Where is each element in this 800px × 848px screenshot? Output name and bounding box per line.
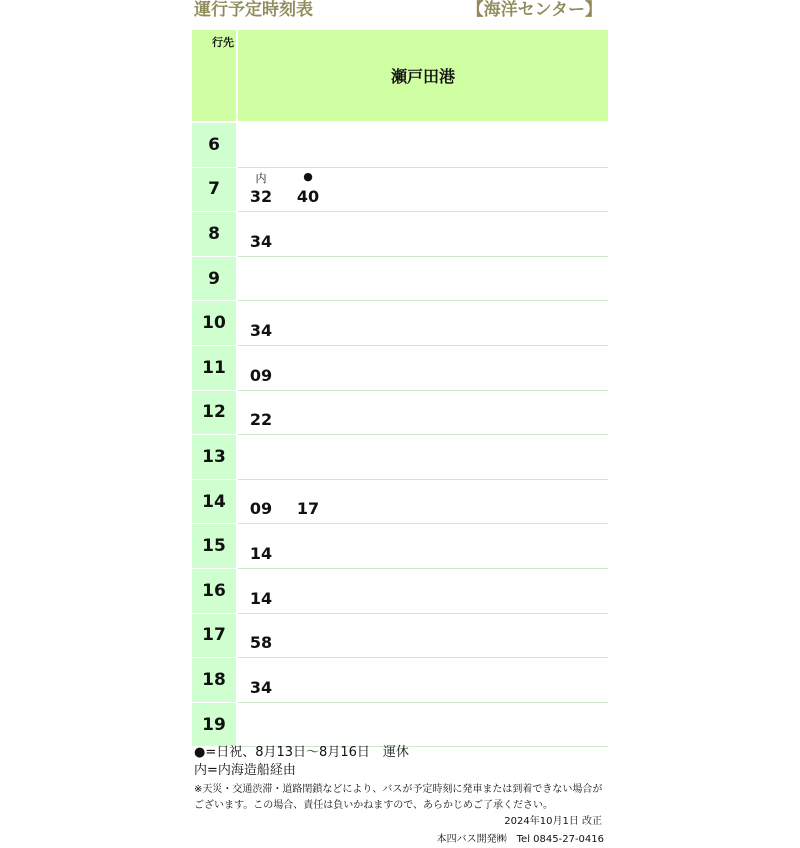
hour-cell: 7 bbox=[192, 168, 236, 213]
hour-header-cell bbox=[192, 30, 236, 121]
minutes-cell bbox=[238, 257, 608, 302]
notes bbox=[194, 744, 608, 848]
hour-cell: 15 bbox=[192, 524, 236, 569]
table-row bbox=[192, 703, 608, 748]
departure-minute: 22 bbox=[249, 410, 273, 430]
departure-minute: 32 bbox=[249, 187, 273, 207]
departure-minute: 58 bbox=[249, 633, 273, 653]
minutes-cell bbox=[238, 480, 608, 525]
disclaimer-note: ※天災・交通渋滞・道路閉鎖などにより、バスが予定時刻に発車または到着できない場合がございます。この場合、責任は負いかねますので、あらかじめご了承ください。 bbox=[194, 784, 603, 811]
timetable-rows bbox=[192, 123, 608, 747]
departure-minute: 17 bbox=[296, 499, 320, 519]
minutes-cell bbox=[238, 391, 608, 436]
minutes-cell bbox=[238, 658, 608, 703]
departure-minute: 14 bbox=[249, 543, 273, 563]
table-row bbox=[192, 435, 608, 480]
revision-date: 2024年10月1日 改正 bbox=[504, 816, 602, 827]
hour-cell: 11 bbox=[192, 346, 236, 391]
departure-minute: 09 bbox=[249, 499, 273, 519]
hour-cell: 13 bbox=[192, 435, 236, 480]
departure-minute: 34 bbox=[249, 320, 273, 340]
departure-mark: 内 bbox=[255, 171, 267, 185]
departure-minute: 09 bbox=[249, 365, 273, 385]
table-header bbox=[192, 30, 608, 121]
departure-minute: 34 bbox=[249, 231, 273, 251]
holiday-note: ●=日祝、8月13日～8月16日 運休 bbox=[194, 745, 409, 760]
via-note: 内=内海造船経由 bbox=[194, 763, 296, 778]
hour-cell: 6 bbox=[192, 123, 236, 168]
minutes-cell bbox=[238, 123, 608, 168]
hour-cell: 12 bbox=[192, 391, 236, 436]
minutes-cell bbox=[238, 569, 608, 614]
table-row bbox=[192, 257, 608, 302]
hour-cell: 19 bbox=[192, 703, 236, 748]
table-row bbox=[192, 346, 608, 391]
minutes-cell bbox=[238, 346, 608, 391]
minutes-cell bbox=[238, 168, 608, 213]
timetable bbox=[192, 30, 608, 747]
table-row bbox=[192, 123, 608, 168]
hour-cell: 10 bbox=[192, 301, 236, 346]
hour-cell: 14 bbox=[192, 480, 236, 525]
hour-cell: 8 bbox=[192, 212, 236, 257]
departure-minute: 34 bbox=[249, 677, 273, 697]
table-row bbox=[192, 301, 608, 346]
company-contact: 本四バス開発㈱ Tel 0845-27-0416 bbox=[436, 834, 604, 845]
table-row bbox=[192, 569, 608, 614]
departure-minute: 14 bbox=[249, 588, 273, 608]
minutes-cell bbox=[238, 435, 608, 480]
minutes-cell bbox=[238, 301, 608, 346]
hour-cell: 17 bbox=[192, 614, 236, 659]
table-row bbox=[192, 614, 608, 659]
hour-cell: 9 bbox=[192, 257, 236, 302]
departure-mark: ● bbox=[303, 169, 313, 183]
destination-name: 瀬戸田港 bbox=[238, 30, 608, 121]
timetable-title: 運行予定時刻表 bbox=[194, 0, 313, 20]
destination-label: 行先 bbox=[212, 36, 234, 49]
hour-cell: 16 bbox=[192, 569, 236, 614]
minutes-cell bbox=[238, 524, 608, 569]
hour-cell: 18 bbox=[192, 658, 236, 703]
departure-minute: 40 bbox=[296, 187, 320, 207]
minutes-cell bbox=[238, 212, 608, 257]
stop-name: 【海洋センター】 bbox=[466, 0, 602, 20]
table-row bbox=[192, 480, 608, 525]
table-row bbox=[192, 524, 608, 569]
table-row bbox=[192, 212, 608, 257]
table-row bbox=[192, 658, 608, 703]
table-row bbox=[192, 168, 608, 213]
table-row bbox=[192, 391, 608, 436]
minutes-cell bbox=[238, 614, 608, 659]
minutes-cell bbox=[238, 703, 608, 748]
